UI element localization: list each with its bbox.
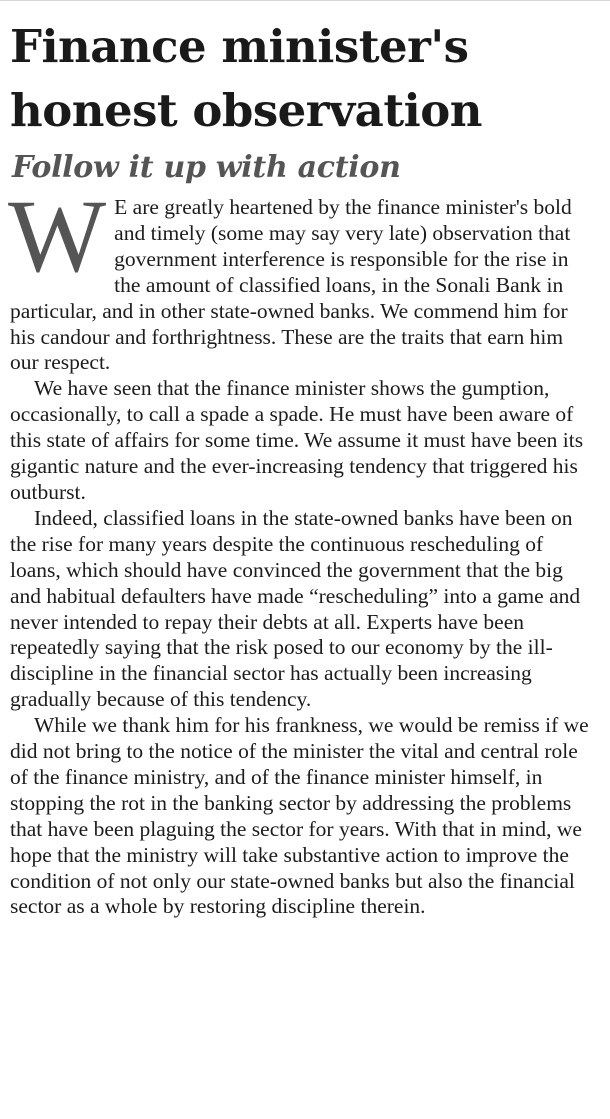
paragraph-1 <box>8 179 596 376</box>
drop-cap: W <box>8 179 107 294</box>
article-body <box>8 179 596 920</box>
paragraph-4: While we thank him for his frankness, we would be remiss if we did not bring to the notice of the minister the vital and central role of the finance ministry, and of the finance minister himself, in stopping the rot in the banking sector by addressing the problems that have been plaguing the sector for years. With that in mind, we hope that the ministry will take substantive action to improve the condition of not only our state-owned banks but also the financial sector as a whole by restoring discipline therein. <box>10 713 589 919</box>
paragraph-1-text: E are greatly heartened by the finance minister's bold and timely (some may say very late) observation that government interference is responsible for the rise in the amount of classified loans, in the Sonali Bank in particular, and in other state-owned banks. We commend him for his candour and forthrightness. These are the traits that earn him our respect. <box>10 195 572 375</box>
subheadline: Follow it up with action <box>12 150 401 185</box>
paragraph-3: Indeed, classified loans in the state-owned banks have been on the rise for many years despite the continuous rescheduling of loans, which should have convinced the government that the big and habitual defaulters have made “rescheduling” into a game and never intended to repay their debts at all. Experts have been repeatedly saying that the risk posed to our economy by the ill-discipline in the financial sector has actually been increasing gradually because of this tendency. <box>10 505 581 712</box>
paragraph-2: We have seen that the finance minister shows the gumption, occasionally, to call a spade a spade. He must have been aware of this state of affairs for some time. We assume it must have been its gigantic nature and the ever-increasing tendency that triggered his outburst. <box>10 376 584 504</box>
headline: Finance minister's honest observation <box>10 20 482 137</box>
